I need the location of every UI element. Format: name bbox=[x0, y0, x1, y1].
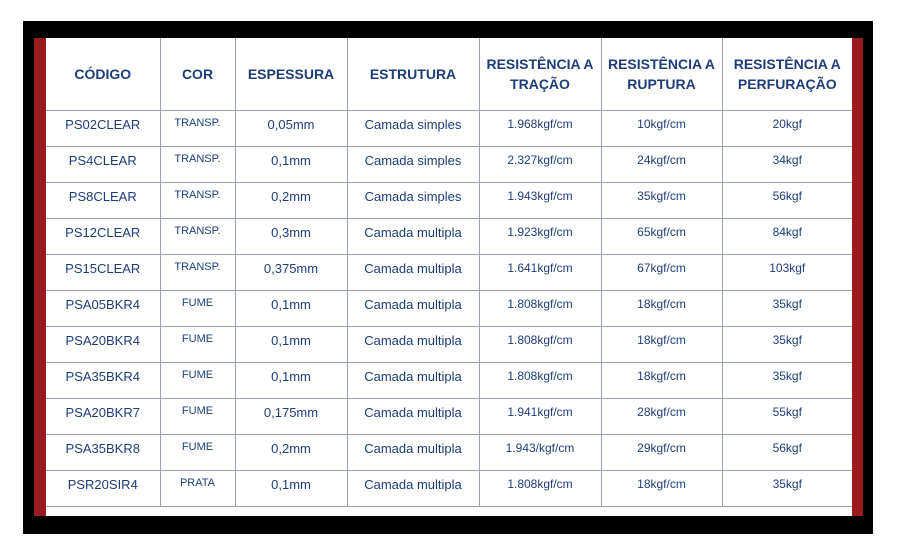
perforation-cell: 56kgf bbox=[722, 435, 852, 471]
header-codigo: CÓDIGO bbox=[46, 38, 160, 111]
thickness-cell: 0,3mm bbox=[235, 219, 347, 255]
color-cell: FUME bbox=[160, 399, 235, 435]
perforation-cell: 34kgf bbox=[722, 147, 852, 183]
table-row bbox=[46, 471, 852, 507]
tensile-cell: 2.327kgf/cm bbox=[479, 147, 601, 183]
thickness-cell: 0,05mm bbox=[235, 111, 347, 147]
table-row bbox=[46, 147, 852, 183]
code-cell: PSA20BKR7 bbox=[46, 399, 160, 435]
thickness-cell: 0,175mm bbox=[235, 399, 347, 435]
thickness-cell: 0,2mm bbox=[235, 435, 347, 471]
color-cell: TRANSP. bbox=[160, 255, 235, 291]
header-espessura: ESPESSURA bbox=[235, 38, 347, 111]
code-cell: PS02CLEAR bbox=[46, 111, 160, 147]
color-cell: TRANSP. bbox=[160, 111, 235, 147]
table-row bbox=[46, 219, 852, 255]
code-cell: PS8CLEAR bbox=[46, 183, 160, 219]
table-row bbox=[46, 111, 852, 147]
structure-cell: Camada simples bbox=[347, 147, 479, 183]
structure-cell: Camada multipla bbox=[347, 435, 479, 471]
table-row bbox=[46, 363, 852, 399]
left-accent-bar bbox=[34, 38, 46, 516]
tensile-cell: 1.808kgf/cm bbox=[479, 363, 601, 399]
table-row bbox=[46, 183, 852, 219]
code-cell: PS15CLEAR bbox=[46, 255, 160, 291]
code-cell: PSA35BKR4 bbox=[46, 363, 160, 399]
tensile-cell: 1.943/kgf/cm bbox=[479, 435, 601, 471]
structure-cell: Camada multipla bbox=[347, 255, 479, 291]
thickness-cell: 0,1mm bbox=[235, 147, 347, 183]
perforation-cell: 35kgf bbox=[722, 471, 852, 507]
tensile-cell: 1.808kgf/cm bbox=[479, 327, 601, 363]
table-row bbox=[46, 255, 852, 291]
perforation-cell: 20kgf bbox=[722, 111, 852, 147]
header-resistencia-perfuracao: RESISTÊNCIA A PERFURAÇÃO bbox=[722, 38, 852, 111]
perforation-cell: 35kgf bbox=[722, 363, 852, 399]
perforation-cell: 103kgf bbox=[722, 255, 852, 291]
rupture-cell: 65kgf/cm bbox=[601, 219, 722, 255]
code-cell: PSA35BKR8 bbox=[46, 435, 160, 471]
table-row bbox=[46, 435, 852, 471]
table-row bbox=[46, 327, 852, 363]
table-row bbox=[46, 399, 852, 435]
tensile-cell: 1.808kgf/cm bbox=[479, 291, 601, 327]
tensile-cell: 1.943kgf/cm bbox=[479, 183, 601, 219]
perforation-cell: 84kgf bbox=[722, 219, 852, 255]
product-spec-table bbox=[46, 38, 852, 507]
thickness-cell: 0,1mm bbox=[235, 327, 347, 363]
header-estrutura: ESTRUTURA bbox=[347, 38, 479, 111]
code-cell: PSA20BKR4 bbox=[46, 327, 160, 363]
thickness-cell: 0,1mm bbox=[235, 291, 347, 327]
header-cor: COR bbox=[160, 38, 235, 111]
structure-cell: Camada simples bbox=[347, 111, 479, 147]
tensile-cell: 1.641kgf/cm bbox=[479, 255, 601, 291]
color-cell: TRANSP. bbox=[160, 183, 235, 219]
header-resistencia-ruptura: RESISTÊNCIA A RUPTURA bbox=[601, 38, 722, 111]
color-cell: FUME bbox=[160, 363, 235, 399]
table-row bbox=[46, 291, 852, 327]
structure-cell: Camada multipla bbox=[347, 327, 479, 363]
header-resistencia-tracao: RESISTÊNCIA A TRAÇÃO bbox=[479, 38, 601, 111]
perforation-cell: 35kgf bbox=[722, 291, 852, 327]
code-cell: PS12CLEAR bbox=[46, 219, 160, 255]
color-cell: FUME bbox=[160, 291, 235, 327]
tensile-cell: 1.968kgf/cm bbox=[479, 111, 601, 147]
rupture-cell: 67kgf/cm bbox=[601, 255, 722, 291]
rupture-cell: 18kgf/cm bbox=[601, 327, 722, 363]
perforation-cell: 55kgf bbox=[722, 399, 852, 435]
perforation-cell: 35kgf bbox=[722, 327, 852, 363]
color-cell: PRATA bbox=[160, 471, 235, 507]
color-cell: FUME bbox=[160, 435, 235, 471]
tensile-cell: 1.808kgf/cm bbox=[479, 471, 601, 507]
thickness-cell: 0,1mm bbox=[235, 363, 347, 399]
thickness-cell: 0,2mm bbox=[235, 183, 347, 219]
rupture-cell: 24kgf/cm bbox=[601, 147, 722, 183]
tensile-cell: 1.941kgf/cm bbox=[479, 399, 601, 435]
structure-cell: Camada multipla bbox=[347, 291, 479, 327]
rupture-cell: 18kgf/cm bbox=[601, 363, 722, 399]
tensile-cell: 1.923kgf/cm bbox=[479, 219, 601, 255]
structure-cell: Camada simples bbox=[347, 183, 479, 219]
rupture-cell: 10kgf/cm bbox=[601, 111, 722, 147]
perforation-cell: 56kgf bbox=[722, 183, 852, 219]
rupture-cell: 35kgf/cm bbox=[601, 183, 722, 219]
rupture-cell: 28kgf/cm bbox=[601, 399, 722, 435]
thickness-cell: 0,375mm bbox=[235, 255, 347, 291]
structure-cell: Camada multipla bbox=[347, 471, 479, 507]
rupture-cell: 18kgf/cm bbox=[601, 471, 722, 507]
right-accent-bar bbox=[852, 38, 863, 516]
rupture-cell: 29kgf/cm bbox=[601, 435, 722, 471]
color-cell: TRANSP. bbox=[160, 219, 235, 255]
code-cell: PSA05BKR4 bbox=[46, 291, 160, 327]
color-cell: TRANSP. bbox=[160, 147, 235, 183]
structure-cell: Camada multipla bbox=[347, 363, 479, 399]
structure-cell: Camada multipla bbox=[347, 399, 479, 435]
rupture-cell: 18kgf/cm bbox=[601, 291, 722, 327]
color-cell: FUME bbox=[160, 327, 235, 363]
code-cell: PS4CLEAR bbox=[46, 147, 160, 183]
structure-cell: Camada multipla bbox=[347, 219, 479, 255]
header-row bbox=[46, 38, 852, 111]
thickness-cell: 0,1mm bbox=[235, 471, 347, 507]
code-cell: PSR20SIR4 bbox=[46, 471, 160, 507]
